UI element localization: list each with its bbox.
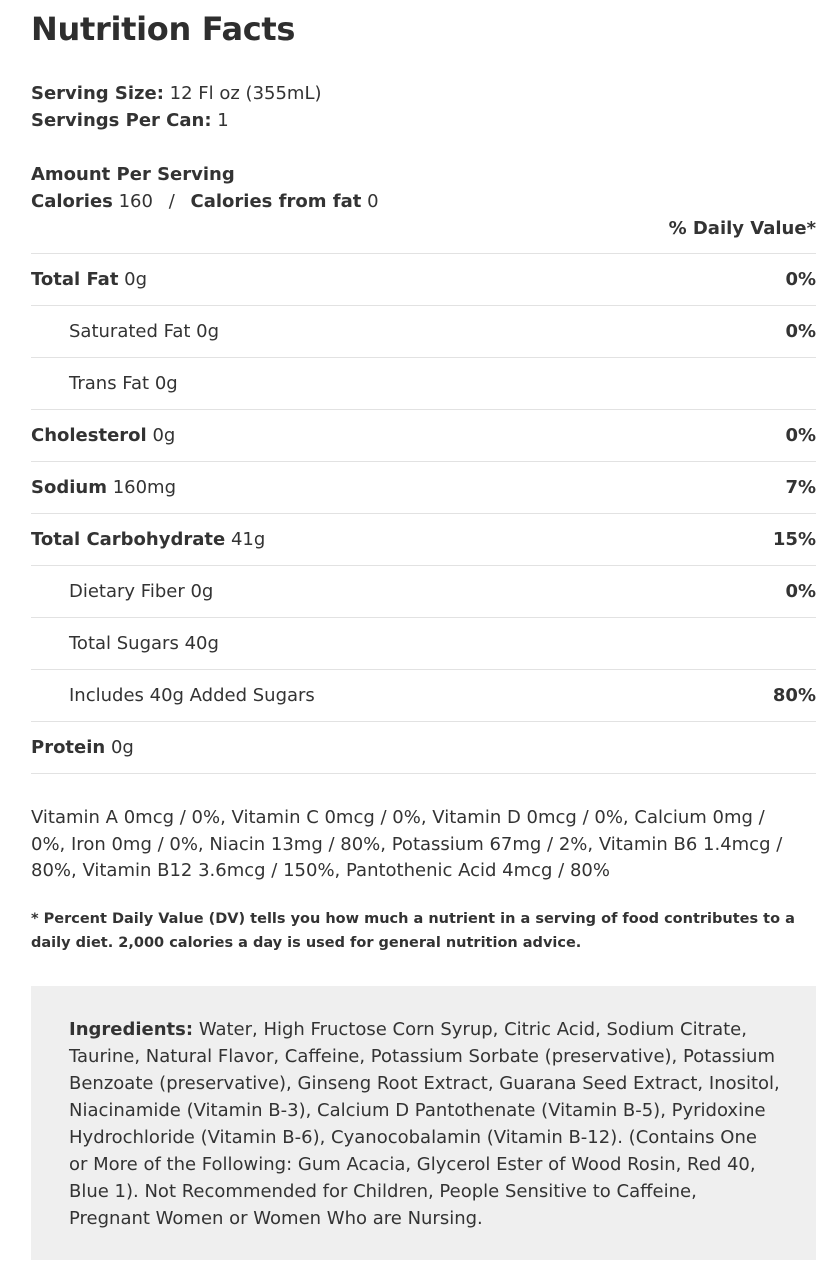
servings-per-can: [31, 108, 229, 134]
nutrient-amount: 0g: [196, 321, 220, 342]
nutrient-label: Total Carbohydrate: [31, 529, 226, 550]
calories-from-fat-label: Calories from fat: [190, 191, 362, 212]
nutrient-row-total-carbohydrate: [31, 514, 816, 566]
nutrient-amount: 41g: [230, 529, 266, 550]
nutrient-label: Total Sugars: [69, 633, 179, 654]
daily-value-footnote: * Percent Daily Value (DV) tells you how much a nutrient in a serving of food contributes to a daily diet. 2,000 calories a day is used for general nutrition advice.: [31, 911, 795, 951]
nutrient-label: Cholesterol: [31, 425, 147, 446]
nutrient-label: Dietary Fiber: [69, 581, 185, 602]
calories-separator: /: [168, 191, 175, 212]
ingredients-panel: [31, 986, 816, 1260]
calories-label: Calories: [31, 191, 113, 212]
nutrient-table: [31, 253, 816, 774]
daily-value-header: % Daily Value*: [668, 218, 816, 239]
nutrient-daily-value: 15%: [772, 529, 816, 550]
nutrient-amount: 0g: [190, 581, 214, 602]
nutrient-row-total-fat: [31, 254, 816, 306]
calories-line: [31, 189, 379, 215]
nutrient-row-sodium: [31, 462, 816, 514]
nutrient-daily-value: 80%: [772, 685, 816, 706]
nutrient-label: Sodium: [31, 477, 107, 498]
nutrient-daily-value: 0%: [785, 425, 816, 446]
serving-size-value: 12 Fl oz (355mL): [169, 83, 322, 104]
nutrient-label: Protein: [31, 737, 106, 758]
vitamins-minerals-list: Vitamin A 0mcg / 0%, Vitamin C 0mcg / 0%, Vitamin D 0mcg / 0%, Calcium 0mg / 0%, Iron 0mg / 0%, Niacin 13mg / 80%, Potassium 67mg / 2%, Vitamin B6 1.4mcg / 80%, Vitamin B12 3.6mcg / 150%, Pantothenic Acid 4mcg / 80%: [31, 807, 783, 881]
nutrient-row-total-sugars: [31, 618, 816, 670]
nutrient-row-dietary-fiber: [31, 566, 816, 618]
nutrient-amount: 0g: [154, 373, 178, 394]
nutrient-daily-value: 0%: [785, 269, 816, 290]
nutrient-row-cholesterol: [31, 410, 816, 462]
nutrient-label: Saturated Fat: [69, 321, 191, 342]
nutrient-label: Includes 40g Added Sugars: [69, 685, 315, 706]
servings-per-can-value: 1: [217, 110, 229, 131]
ingredients-list: Water, High Fructose Corn Syrup, Citric Acid, Sodium Citrate, Taurine, Natural Flavor, Caffeine, Potassium Sorbate (preservative), Potassium Benzoate (preservative), Ginseng Root Extract, Guarana Seed Extract, Inositol, Niacinamide (Vitamin B-3), Calcium D Pantothenate (Vitamin B-5), Pyridoxine Hydrochloride (Vitamin B-6), Cyanocobalamin (Vitamin B-12). (Contains One or More of the Following: Gum Acacia, Glycerol Ester of Wood Rosin, Red 40, Blue 1). Not Recommended for Children, People Sensitive to Caffeine, Pregnant Women or Women Who are Nursing.: [69, 1019, 780, 1229]
servings-per-can-label: Servings Per Can:: [31, 110, 212, 131]
nutrient-row-saturated-fat: [31, 306, 816, 358]
nutrient-amount: 0g: [152, 425, 176, 446]
serving-size-label: Serving Size:: [31, 83, 164, 104]
nutrient-amount: 40g: [184, 633, 219, 654]
nutrient-row-protein: [31, 722, 816, 774]
nutrient-daily-value: 0%: [785, 321, 816, 342]
nutrient-amount: 0g: [124, 269, 148, 290]
nutrient-daily-value: 0%: [785, 581, 816, 602]
page-title: Nutrition Facts: [31, 10, 296, 48]
nutrient-amount: 0g: [110, 737, 134, 758]
amount-per-serving: Amount Per Serving: [31, 164, 235, 185]
nutrient-amount: 160mg: [112, 477, 177, 498]
nutrient-daily-value: 7%: [785, 477, 816, 498]
calories-from-fat-value: 0: [367, 191, 379, 212]
nutrient-row-added-sugars: [31, 670, 816, 722]
nutrient-label: Total Fat: [31, 269, 119, 290]
calories-value: 160: [118, 191, 153, 212]
nutrient-label: Trans Fat: [69, 373, 150, 394]
serving-size: [31, 81, 322, 107]
ingredients-text: [69, 1016, 781, 1232]
ingredients-label: Ingredients:: [69, 1019, 194, 1040]
nutrient-row-trans-fat: [31, 358, 816, 410]
